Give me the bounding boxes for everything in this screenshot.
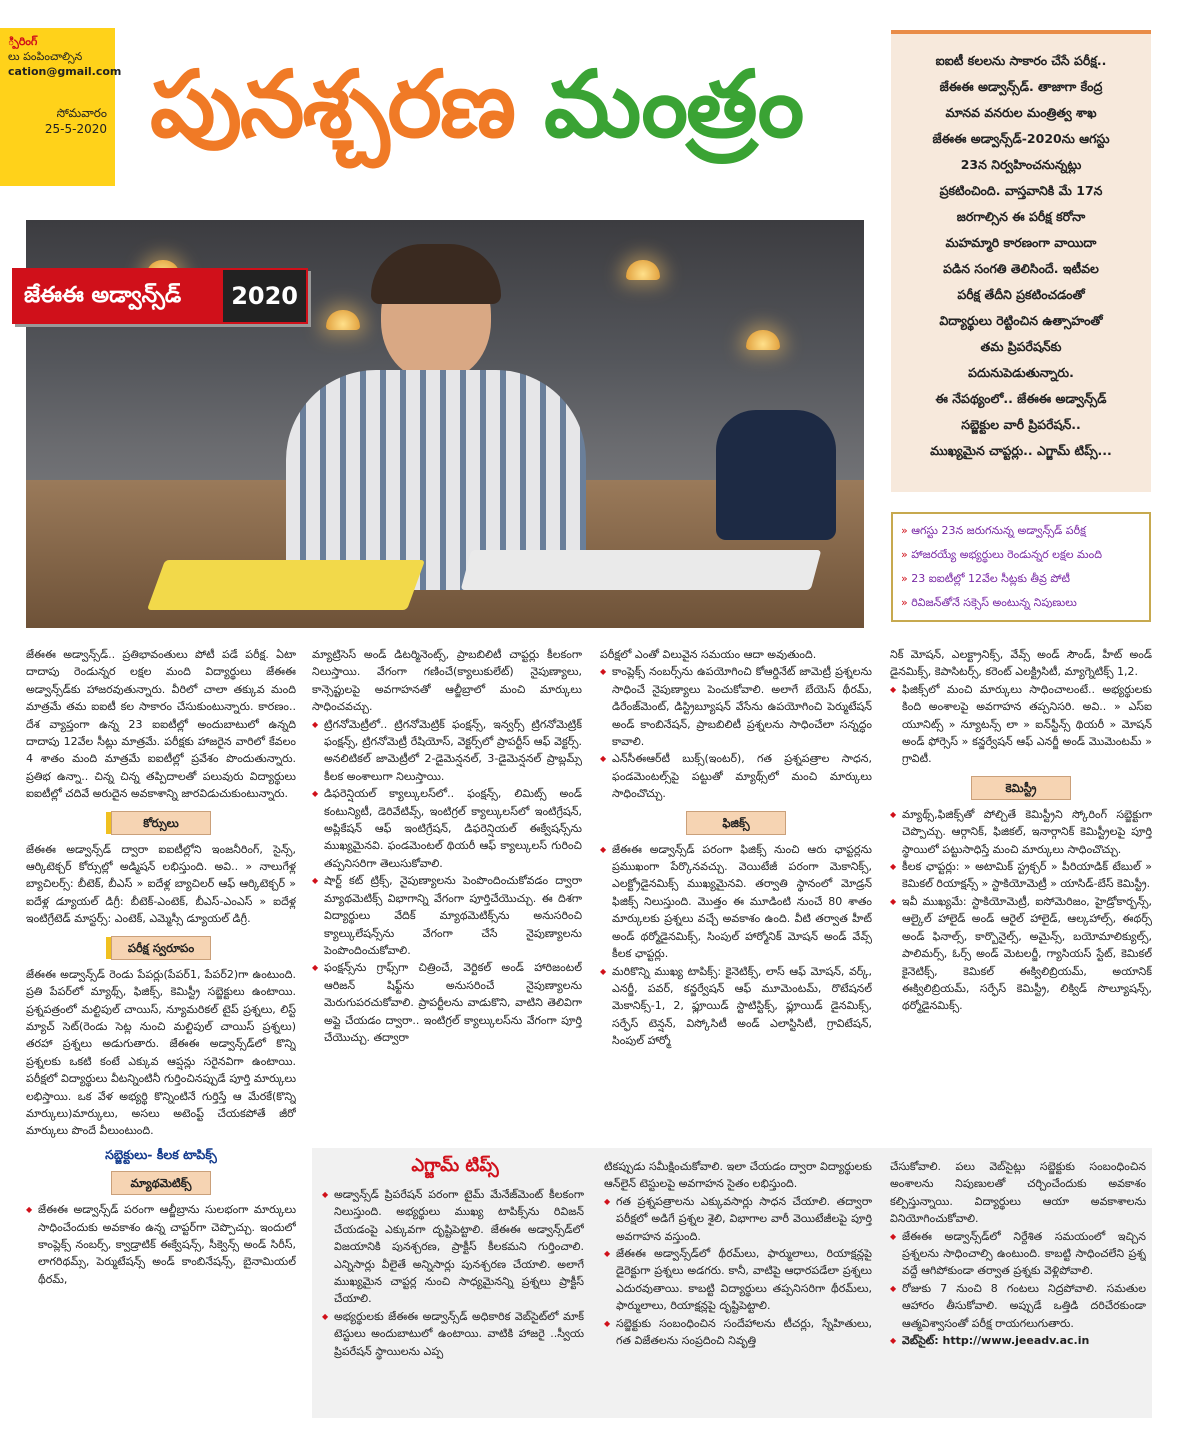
intro-line: జేఈఈ అడ్వాన్స్‌డ్‌-2020ను ఆగస్టు [932, 131, 1110, 146]
highlight-item: » 23 ఐఐటీల్లో 12వేల సీట్లకు తీవ్ర పోటీ [901, 567, 1141, 591]
subjects-heading: సబ్జెక్టులు- కీలక టాపిక్స్‌ [105, 1146, 217, 1162]
tip-item: ◆ సబ్జెక్టుకు సంబంధించిన సందేహాలను టీచర్లు, స్నేహితులు, గత విజేతలను సంప్రదించి నివృత్తి [604, 1315, 872, 1350]
section-heading-pattern: పరీక్ష స్వరూపం [111, 936, 211, 960]
physics-point: ◆ జేఈఈ అడ్వాన్స్‌డ్‌ పరంగా ఫిజిక్స్‌ నుంచి ఆరు ఛాప్టర్లను ప్రముఖంగా పేర్కొనవచ్చు. వెయిటేజీ పరంగా మెకానిక్స్‌, ఎలక్ట్రోడైనమిక్స్‌ ముఖ్యమైనవి. తర్వాతి స్థానంలో మోడ్రన్‌ ఫిజిక్స్‌ నిలుస్తుంది. మొత్తం ఈ మూడింటి నుంచే 80 శాతం మార్కులకు ప్రశ్నలు వచ్చే అవకాశం ఉంది. వీటి తర్వాత హీట్‌ అండ్‌ థర్మోడైనమిక్స్‌, సింపుల్‌ హార్మోనిక్‌ మోషన్‌ అండ్‌ వేవ్స్‌ కీలక ఛాప్టర్లు. [600, 841, 872, 963]
tip-item: ◆ అభ్యర్థులకు జేఈఈ అడ్వాన్స్‌డ్‌ అధికారిక వెబ్‌సైట్‌లో మాక్‌ టెస్టులు అందుబాటులో ఉంటాయి. వాటికి హాజరై ..స్వీయ ప్రిపరేషన్‌ స్థాయిలను ఎప్ప [322, 1308, 584, 1360]
intro-line: తమ ప్రిపరేషన్‌కు [980, 339, 1062, 354]
tip-item: ◆ అడ్వాన్స్‌డ్‌ ప్రిపరేషన్‌ పరంగా టైమ్‌ మేనేజ్‌మెంట్‌ కీలకంగా నిలుస్తుంది. అభ్యర్థులు ముఖ్య టాపిక్స్‌ను రివిజన్‌ చేయడంపై ఎక్కువగా దృష్టిపెట్టాలి. జేఈఈ అడ్వాన్స్‌డ్‌లో విజయానికి పునశ్చరణ, ప్రాక్టీస్‌ కీలకమని గుర్తించాలి. ఎన్నిసార్లు వీలైతే అన్నిసార్లు పునశ్చరణ చేయాలి. అలాగే ముఖ్యమైన చాప్టర్ల నుంచి సాధ్యమైనన్ని ప్రశ్నలు ప్రాక్టీస్‌ చేయాలి. [322, 1186, 584, 1308]
intro-line: 23న నిర్వహించనున్నట్లు [960, 157, 1082, 172]
tips-column-3 [890, 1158, 1146, 1416]
student-figure [276, 250, 596, 580]
masthead-day: సోమవారం [56, 106, 107, 120]
section-heading-maths: మ్యాథమెటిక్స్‌ [111, 1171, 211, 1195]
masthead-line2: లు పంపించాల్సిన [8, 50, 83, 63]
headline-part2: మంత్రం [544, 51, 803, 158]
intro-line: మానవ వనరుల మంత్రిత్వ శాఖ [945, 105, 1097, 120]
backpack [716, 410, 836, 540]
physics-text: నిక్‌ మోషన్‌, ఎలక్ట్రానిక్స్‌, వేవ్స్‌ అండ్‌ సౌండ్‌, హీట్‌ అండ్‌ డైనమిక్స్‌, కెపాసిటర్స్‌, కరెంట్‌ ఎలక్ట్రిసిటీ, మ్యాగ్నెటిక్స్‌ 1,2. [890, 648, 1152, 679]
article-intro: జేఈఈ అడ్వాన్స్‌డ్‌.. ప్రతిభావంతులు పోటీ పడే పరీక్ష. ఏటా దాదాపు రెండున్నర లక్షల మంది విద్యార్థులు జేఈఈ అడ్వాన్స్‌డ్‌కు హాజరవుతున్నారు. వీరిలో చాలా తక్కువ మంది మాత్రమే తమ ఐఐటీ కల సాకారం చేసుకుంటున్నారు. కారణం.. దేశ వ్యాప్తంగా ఉన్న 23 ఐఐటీల్లో అందుబాటులో ఉన్నది దాదాపు 12వేల సీట్లు మాత్రమే. పరీక్షకు హాజరైన వారిలో కేవలం 4 శాతం మంది మాత్రమే ఐఐటీల్లో ప్రవేశం పొందుతున్నారు. ప్రతిభ ఉన్నా.. చిన్న చిన్న తప్పిదాలతో పలువురు విద్యార్థులు ఐఐటీల్లో చదివే అరుదైన అవకాశాన్ని జారవిడుచుకుంటున్నారు. [26, 648, 296, 801]
intro-line: ఐఐటీ కలలను సాకారం చేసే పరీక్ష.. [935, 53, 1107, 68]
tip-item: ◆ జేఈఈ అడ్వాన్స్‌డ్‌లో నిర్దేశిత సమయంలో ఇచ్చిన ప్రశ్నలను సాధించాల్సి ఉంటుంది. కాబట్టి సాధించలేని ప్రశ్న వద్దే ఆగిపోకుండా తర్వాత ప్రశ్నకు వెళ్లిపోవాలి. [890, 1228, 1146, 1280]
article-column-1 [26, 646, 296, 1421]
intro-line: మహమ్మారి కారణంగా వాయిదా [945, 235, 1097, 250]
masthead-date: 25-5-2020 [44, 122, 107, 136]
intro-line: పదునుపెడుతున్నారు. [968, 365, 1074, 380]
lamp-icon [626, 260, 660, 280]
website-link[interactable]: ◆ వెబ్‌సైట్‌: http://www.jeeadv.ac.in [890, 1332, 1146, 1349]
intro-line: జేఈఈ అడ్వాన్స్‌డ్. తాజాగా కేంద్ర [939, 79, 1103, 94]
tip-item: ◆ జేఈఈ అడ్వాన్స్‌డ్‌లో థీరమ్‌లు, ఫార్ములాలు, రియాక్షన్లపై డైరెక్టుగా ప్రశ్నలు అడగరు. కానీ, వాటిపై ఆధారపడేలా ప్రశ్నలు ఎదురవుతాయి. కాబట్టి విద్యార్థులు తప్పనిసరిగా థీరమ్‌లు, ఫార్ములాలు, రియాక్షన్లపై దృష్టిపెట్టాలి. [604, 1245, 872, 1315]
masthead-email: cation@gmail.com [8, 65, 122, 78]
page-headline [150, 40, 870, 170]
exam-tips-title: ఎగ్జామ్‌ టిప్స్‌ [411, 1155, 499, 1176]
chemistry-point: ◆ ఇవీ ముఖ్యమే: స్టాకియోమెట్రీ, ఐసోమెరిజం, హైడ్రోకార్బన్స్‌, ఆల్కైల్‌ హాలైడ్‌ అండ్‌ ఆరైల్‌ హాలైడ్‌, ఆల్కహాల్స్‌, ఈథర్స్‌ అండ్‌ ఫినాల్స్‌, కార్బొనైల్స్‌, అమైన్స్‌, బయోమాలిక్యుల్స్‌, పాలిమర్స్‌, ఓర్స్‌ అండ్‌ మెటలర్జీ, గ్యాసియస్‌ స్టేట్‌, కెమికల్‌ కైనెటిక్స్‌, కెమికల్‌ ఈక్విలిబ్రియమ్‌, అయానిక్‌ ఈక్విలిబ్రియమ్‌, సర్ఫేస్‌ కెమిస్ట్రీ, లిక్విడ్‌ సొల్యూషన్స్‌, థర్మోడైనమిక్స్‌. [890, 893, 1152, 1015]
highlight-item: » హాజరయ్యే అభ్యర్థులు రెండున్నర లక్షల మంది [901, 543, 1141, 567]
photo-label-text: జేఈఈ అడ్వాన్స్‌డ్ [14, 270, 223, 322]
notebook [461, 550, 822, 590]
chemistry-point: ◆ మ్యాథ్స్‌,ఫిజిక్స్‌తో పోల్చితే కెమిస్ట్రీని స్కోరింగ్‌ సబ్జెక్టుగా చెప్పొచ్చు. ఆర్గానిక్‌, ఫిజికల్‌, ఇనార్గానిక్‌ కెమిస్ట్రీలపై పూర్తి స్థాయిలో పట్టుసాధిస్తే మంచి మార్కులు సాధించొచ్చు. [890, 806, 1152, 858]
article-column-3 [600, 646, 872, 1136]
maths-point: ◆ ట్రిగనోమెట్రీలో.. ట్రిగనోమెట్రిక్‌ ఫంక్షన్స్‌, ఇన్వర్స్‌ ట్రిగనోమెట్రిక్‌ ఫంక్షన్స్‌, ట్రిగనోమెట్రీ రేషియోస్‌, వెక్టర్స్‌లో ప్రాపర్టీస్‌ ఆఫ్‌ వెక్టర్స్‌. అనలిటికల్‌ జామెట్రీలో 2-డైమెన్షనల్‌, 3-డైమెన్షనల్‌ ప్రాబ్లమ్స్‌ కీలక అంశాలుగా నిలుస్తాయి. [312, 716, 582, 786]
courses-text: జేఈఈ అడ్వాన్స్‌డ్‌ ద్వారా ఐఐటీల్లోని ఇంజనీరింగ్‌, సైన్స్‌, ఆర్కిటెక్చర్‌ కోర్సుల్లో అడ్మిషన్‌ లభిస్తుంది. అవి.. » నాలుగేళ్ల బ్యాచిలర్స్‌: బీటెక్‌, బీఎస్‌ » ఐదేళ్ల బ్యాచిలర్‌ ఆఫ్‌ ఆర్కిటెక్చర్‌ » ఐదేళ్ల డ్యూయల్‌ డిగ్రీ: బీటెక్‌-ఎంటెక్‌, బీఎస్‌-ఎంఎస్‌ » ఐదేళ్ల ఇంటిగ్రేటెడ్‌ మాస్టర్స్‌: ఎంటెక్‌, ఎమ్మెస్సీ డ్యూయల్‌ డిగ్రీ. [26, 842, 296, 926]
maths-point: ◆ ఎన్‌సీఈఆర్‌టీ బుక్స్‌(ఇంటర్‌), గత ప్రశ్నపత్రాల సాధన, ఫండమెంటల్స్‌పై పట్టుతో మ్యాథ్స్‌లో మంచి మార్కులు సాధించొచ్చు. [600, 750, 872, 802]
maths-point: ◆ షార్ట్‌ కట్‌ ట్రిక్స్‌, నైపుణ్యాలను పెంపొందించుకోవడం ద్వారా మ్యాథమెటిక్స్‌ విభాగాన్ని వేగంగా పూర్తిచేయొచ్చు. ఈ దిశగా విద్యార్థులు వేదిక్‌ మ్యాథమెటిక్స్‌ను అనుసరించి క్యాల్కులేషన్స్‌ను వేగంగా చేసే నైపుణ్యాలను పెంపొందించుకోవాలి. [312, 872, 582, 959]
intro-line: ఈ నేపథ్యంలో.. జేఈఈ అడ్వాన్స్‌డ్‌ [935, 391, 1107, 406]
tip-item: ◆ గత ప్రశ్నపత్రాలను ఎక్కువసార్లు సాధన చేయాలి. తద్వారా పరీక్షలో అడిగే ప్రశ్నల శైలి, విభాగాల వారీ వెయిటేజీలపై పూర్తి అవగాహన వస్తుంది. [604, 1193, 872, 1245]
masthead-line1: ్పిరింగ్ [8, 35, 38, 48]
highlight-item: » ఆగస్టు 23న జరుగనున్న అడ్వాన్స్‌డ్‌ పరీక్ష [901, 519, 1141, 543]
section-heading-chemistry: కెమిస్ట్రీ [971, 776, 1071, 800]
section-heading-physics: ఫిజిక్స్‌ [686, 811, 786, 835]
article-column-2 [312, 646, 582, 1136]
highlights-box [891, 512, 1151, 622]
maths-point: ◆ డిఫరెన్షియల్‌ క్యాల్కులస్‌లో.. ఫంక్షన్స్‌, లిమిట్స్‌ అండ్‌ కంటున్యిటీ, డెరివేటివ్స్‌, ఇంటిగ్రల్‌ క్యాల్కులస్‌లో ఇంటిగ్రేషన్‌, అప్లికేషన్‌ ఆఫ్‌ ఇంటిగ్రేషన్‌, డిఫరెన్షియల్‌ ఈక్వేషన్స్‌ను ముఖ్యమైనవి. ఫండమెంటల్‌ థియరీ ఆఫ్‌ క్యాల్కులస్‌ గురించి తప్పనిసరిగా తెలుసుకోవాలి. [312, 785, 582, 872]
maths-point: ◆ జేఈఈ అడ్వాన్స్‌డ్‌ పరంగా ఆల్జీబ్రాను సులభంగా మార్కులు సాధించేందుకు అవకాశం ఉన్న చాప్టర్‌గా చెప్పొచ్చు. ఇందులో కాంప్లెక్స్‌ నంబర్స్‌, క్వాడ్రాటిక్‌ ఈక్వేషన్స్‌, సీక్వెన్స్‌ అండ్‌ సిరీస్‌, లాగరిథమ్స్‌, పెర్ముటేషన్స్‌ అండ్‌ కాంబినేషన్స్‌, బైనామియల్‌ థీరమ్‌, [26, 1201, 296, 1288]
tip-item: ◆ రోజుకు 7 నుంచి 8 గంటలు నిద్రపోవాలి. సమతుల ఆహారం తీసుకోవాలి. అప్పుడే ఒత్తిడి దరిచేరకుండా ఆత్మవిశ్వాసంతో పరీక్ష రాయగలుగుతారు. [890, 1280, 1146, 1332]
tip-text: చేసుకోవాలి. పలు వెబ్‌సైట్లు సబ్జెక్టుకు సంబంధించిన అంశాలను నిపుణులతో చర్చించేందుకు అవకాశం కల్పిస్తున్నాయి. విద్యార్థులు ఆయా అవకాశాలను వినియోగించుకోవాలి. [890, 1160, 1146, 1226]
pattern-text: జేఈఈ అడ్వాన్స్‌డ్‌ రెండు పేపర్లు(పేపర్‌1, పేపర్‌2)గా ఉంటుంది. ప్రతి పేపర్‌లో మ్యాథ్స్‌, ఫిజిక్స్‌, కెమిస్ట్రీ సబ్జెక్టులు ఉంటాయి. ప్రశ్నపత్రంలో మల్టిపుల్‌ చాయిస్‌, న్యూమరికల్‌ టైప్‌ ప్రశ్నలు, లిస్ట్‌ మ్యాచ్‌ సెట్‌(రెండు సెట్ల నుంచి మల్టిపుల్‌ చాయిస్‌ ప్రశ్నలు) తరహా ప్రశ్నలు అడుగుతారు. జేఈఈ అడ్వాన్స్‌డ్‌లో కొన్ని ప్రశ్నలకు ఒకటి కంటే ఎక్కువ ఆప్షన్లు సరైనవిగా ఉంటాయి. పరీక్షలో విద్యార్థులు వీటన్నింటినీ గుర్తించినప్పుడే పూర్తి మార్కులు లభిస్తాయి. ఒక వేళ అభ్యర్థి కొన్నింటినే గుర్తిస్తే ఆ మేరకే(కొన్ని మార్కులు)మార్కులు, అసలు అటెంప్ట్‌ చేయకపోతే జీరో మార్కులు పొందే వీలుంటుంది. [26, 967, 296, 1138]
tips-column-2 [604, 1158, 872, 1416]
intro-line: పడిన సంగతి తెలిసిందే. ఇటీవల [943, 261, 1099, 276]
lamp-icon [746, 330, 780, 350]
tip-text: టికప్పుడు సమీక్షించుకోవాలి. ఇలా చేయడం ద్వారా విద్యార్థులకు ఆన్‌లైన్‌ టెస్టులపై అవగాహన సైతం లభిస్తుంది. [604, 1160, 872, 1191]
masthead-box [0, 28, 122, 186]
yellow-book [147, 560, 425, 610]
intro-line: ప్రకటించింది. వాస్తవానికి మే 17న [939, 183, 1103, 198]
headline-part1: పునశ్చరణ [150, 51, 514, 158]
intro-line: జరగాల్సిన ఈ పరీక్ష కరోనా [956, 209, 1086, 224]
maths-text: పరీక్షలో ఎంతో విలువైన సమయం ఆదా అవుతుంది. [600, 648, 817, 661]
physics-point: ◆ ఫిజిక్స్‌లో మంచి మార్కులు సాధించాలంటే.. అభ్యర్థులకు కింది అంశాలపై అవగాహన తప్పనిసరి. అవి.. » ఎస్‌ఐ యూనిట్స్‌ » న్యూటన్స్‌ లా » ఐన్‌స్టీన్స్‌ థియరీ » మోషన్‌ అండ్‌ ఫోర్సెస్‌ » కన్జర్వేషన్‌ ఆఫ్‌ ఎనర్జీ అండ్‌ మొమెంటమ్‌ » గ్రావిటీ. [890, 681, 1152, 768]
physics-point: ◆ మరికొన్ని ముఖ్య టాపిక్స్‌: కైనెటిక్స్‌, లాస్‌ ఆఫ్‌ మోషన్‌, వర్క్‌, ఎనర్జీ, పవర్‌, కన్జర్వేషన్‌ ఆఫ్‌ మూమెంటమ్‌, రొటేషనల్‌ మెకానిక్స్‌-1, 2, ఫ్లూయిడ్‌ స్టాటిస్టిక్స్‌, ఫ్లూయిడ్‌ డైనమిక్స్‌, సర్ఫేస్‌ టెన్షన్‌, విస్కోసిటీ అండ్‌ ఎలాస్టిసిటీ, గ్రావిటేషన్‌, సింపుల్‌ హార్మో [600, 963, 872, 1050]
photo-label [12, 268, 308, 324]
article-column-4 [890, 646, 1152, 1136]
intro-box [891, 30, 1151, 492]
chemistry-point: ◆ కీలక ఛాప్టర్లు: » అటామిక్‌ స్ట్రక్చర్‌ » పీరియాడిక్‌ టేబుల్‌ » కెమికల్‌ రియాక్షన్స్‌ » స్టాకియోమెట్రీ » యాసిడ్‌-బేస్‌ కెమిస్ట్రీ. [890, 858, 1152, 893]
intro-line: విద్యార్థులు రెట్టించిన ఉత్సాహంతో [939, 313, 1103, 328]
intro-line: సబ్జెక్టుల వారీ ప్రిపరేషన్‌.. [961, 417, 1081, 432]
intro-line: ముఖ్యమైన చాప్టర్లు.. ఎగ్జామ్‌ టిప్స్‌... [930, 443, 1112, 458]
tips-column-1 [322, 1186, 584, 1416]
maths-text: మ్యాట్రిసెస్‌ అండ్‌ డిటర్మినెంట్స్‌, ప్రాబబిలిటీ చాప్టర్లు కీలకంగా నిలుస్తాయి. వేగంగా గణించే(క్యాలుకులేట్‌) నైపుణ్యాలు, కాన్సెప్టులపై అవగాహనతో ఆల్జీబ్రాలో మంచి మార్కులు సాధించవచ్చు. [312, 648, 582, 714]
intro-line: పరీక్ష తేదీని ప్రకటించడంతో [957, 287, 1085, 302]
maths-point: ◆ ఫంక్షన్స్‌ను గ్రాఫ్స్‌గా చిత్రించే, వెర్టికల్‌ అండ్‌ హారిజంటల్‌ ఆరిజన్‌ షిఫ్ట్‌ను అనుసరించే నైపుణ్యాలను మెరుగుపరచుకోవాలి. ప్రాపర్టీలను వాడుకొని, వాటిని తెలివిగా అప్లై చేయడం ద్వారా.. ఇంటిగ్రల్‌ క్యాల్కులస్‌ను వేగంగా పూర్తి చేయొచ్చు. తద్వారా [312, 959, 582, 1046]
section-heading-courses: కోర్సులు [111, 811, 211, 835]
maths-point: ◆ కాంప్లెక్స్‌ నంబర్స్‌ను ఉపయోగించి కోఆర్డినేట్‌ జామెట్రీ ప్రశ్నలను సాధించే నైపుణ్యాలు పెంచుకోవాలి. అలాగే బేయెస్‌ థీరమ్‌, డిరేంజ్‌మెంట్‌, డిస్ట్రిబ్యూషన్‌ వేసేను ఉపయోగించి పెర్ముటేషన్‌ అండ్‌ కాంబినేషన్‌, ప్రాబబిలిటీ ప్రశ్నలను సాధించేలా సన్నద్ధం కావాలి. [600, 663, 872, 750]
highlight-item: » రివిజన్‌తోనే సక్సెస్‌ అంటున్న నిపుణులు [901, 591, 1141, 615]
photo-label-year: 2020 [223, 270, 306, 322]
